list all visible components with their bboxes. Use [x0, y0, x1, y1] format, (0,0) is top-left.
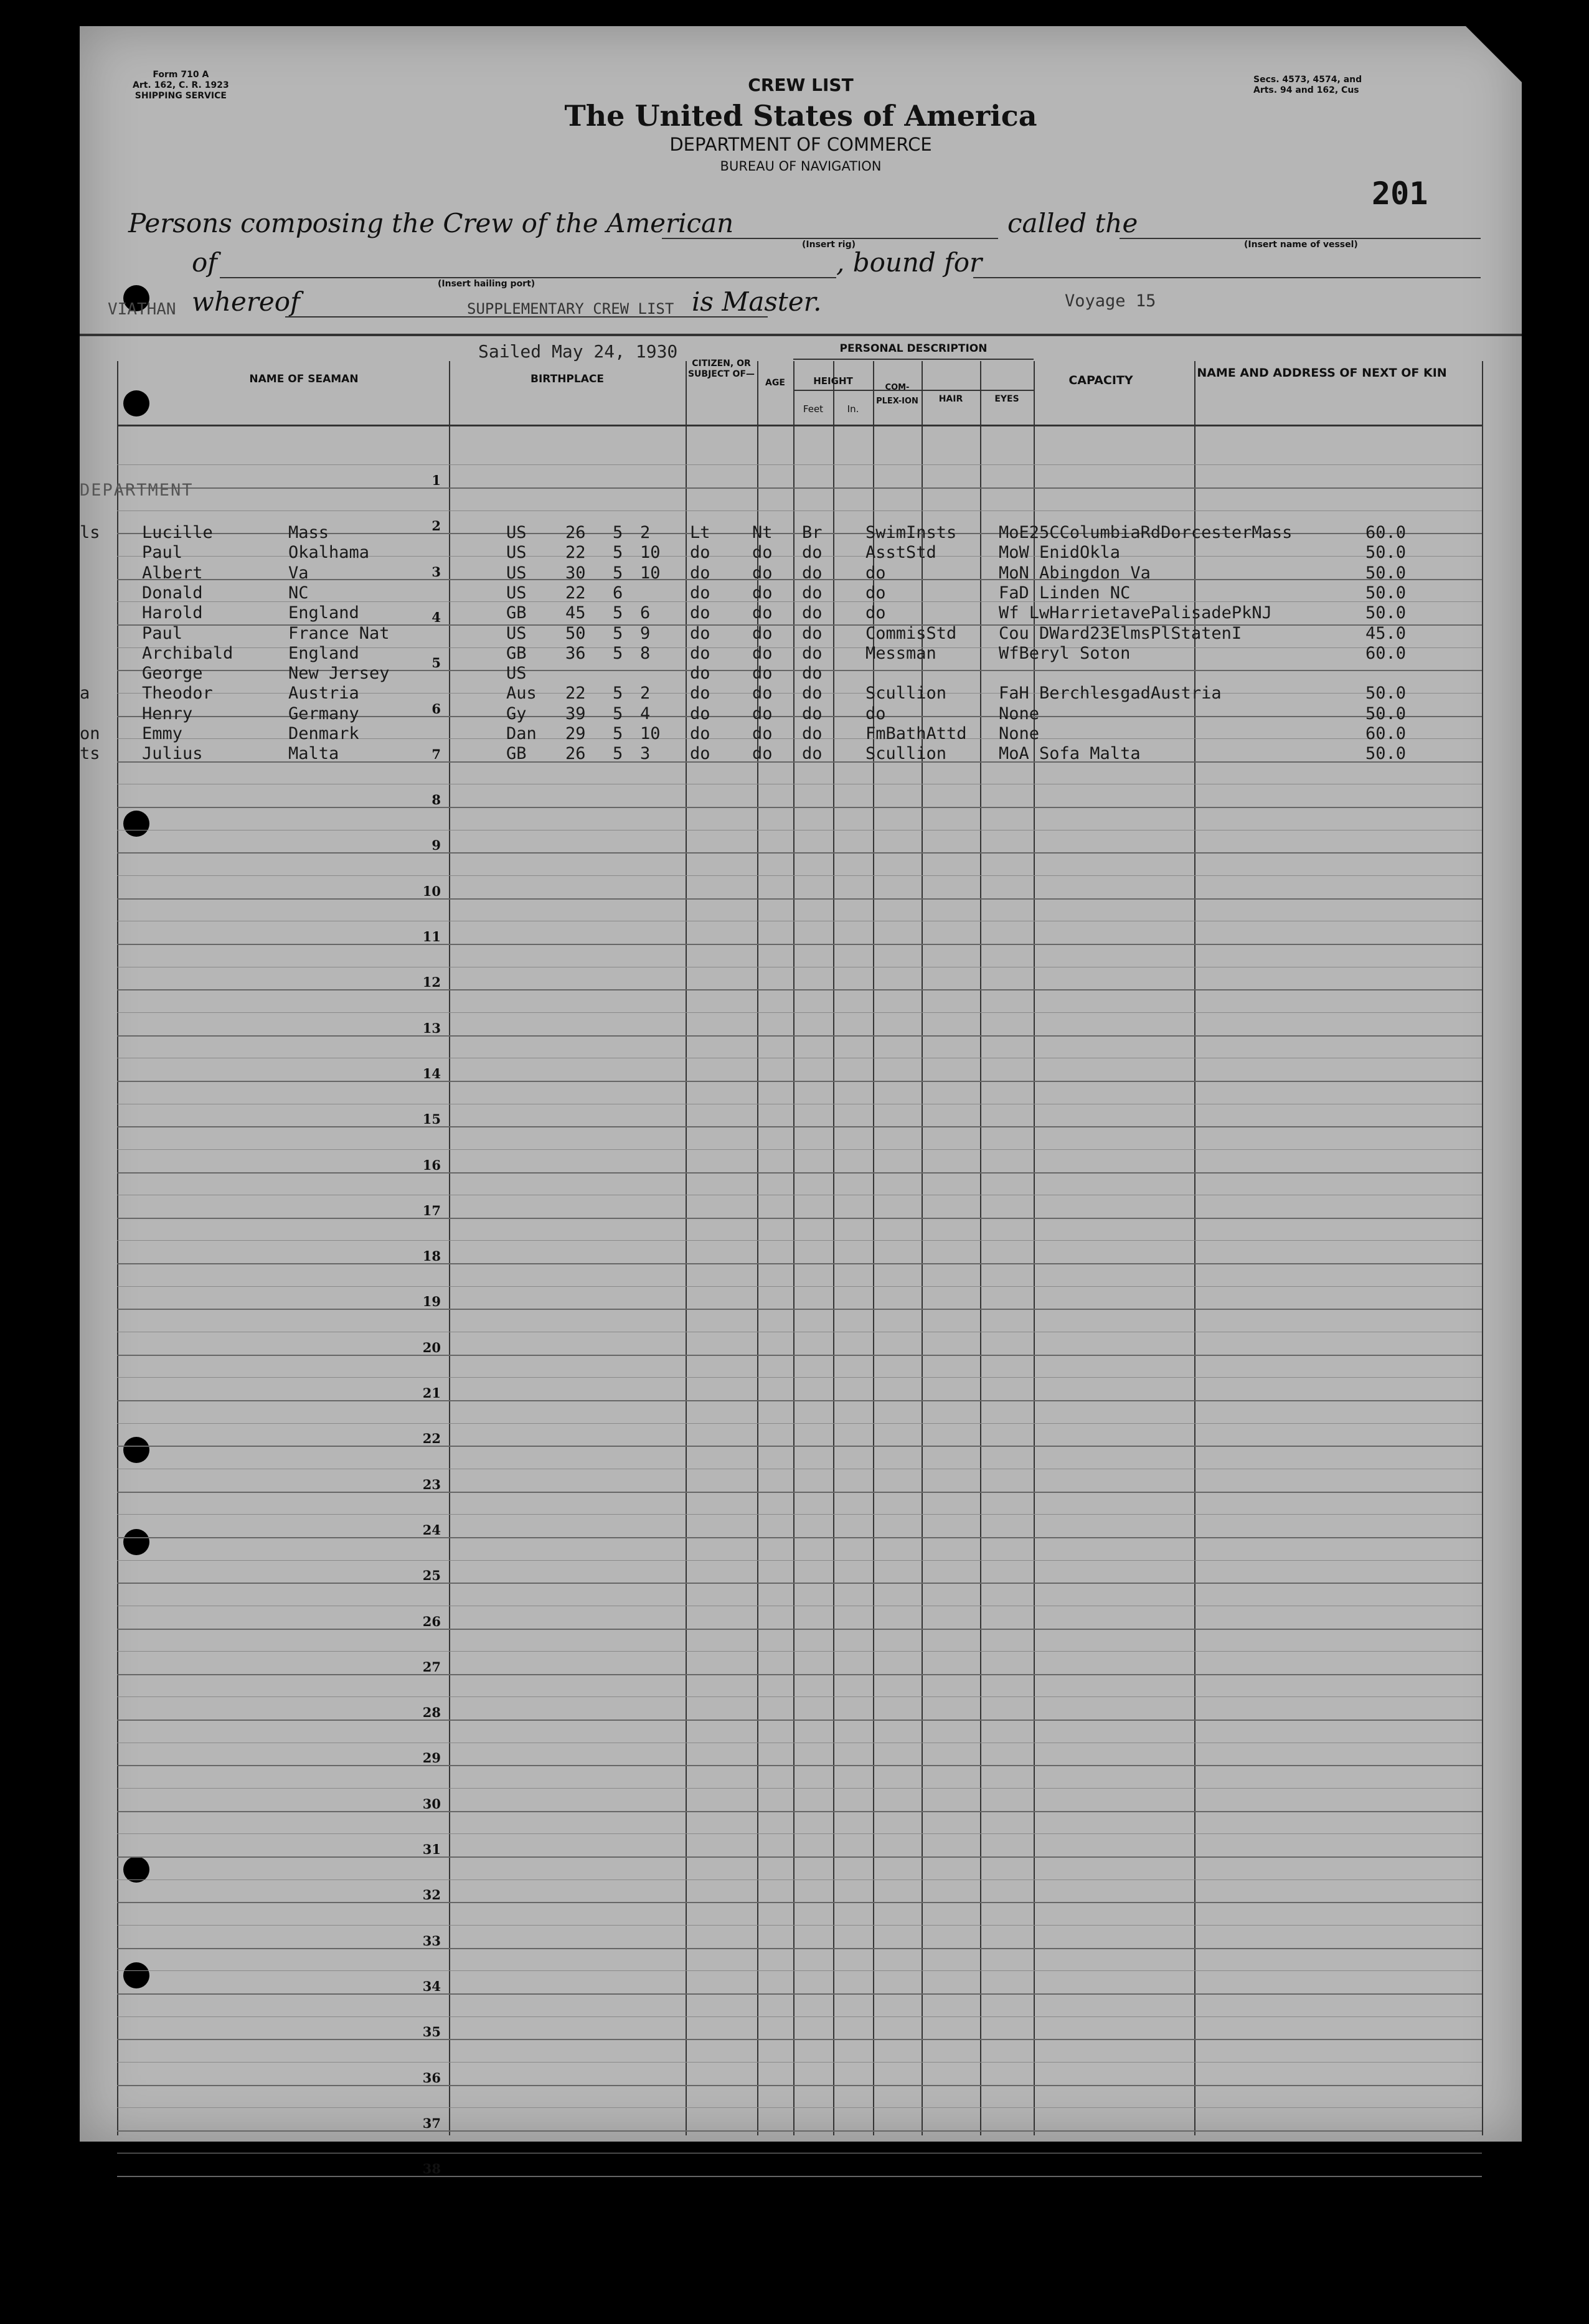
crew-first: Paul [142, 623, 183, 643]
crew-cit: Gy [506, 703, 527, 723]
row-rule [117, 1172, 1482, 1174]
row-rule [117, 1856, 1482, 1858]
row-number: 31 [422, 1842, 441, 1857]
crew-hair: do [752, 744, 773, 764]
crew-kin: MoW EnidOkla [999, 543, 1121, 563]
row-number: 37 [422, 2115, 441, 2131]
crew-wage: 50.0 [1365, 603, 1407, 623]
crew-capacity: FmBathAttd [865, 724, 967, 743]
crew-cit: US [506, 563, 527, 583]
folded-corner [1466, 26, 1522, 82]
of-label: of [192, 247, 217, 278]
row-number: 28 [422, 1705, 441, 1721]
vessel-blank[interactable] [1120, 238, 1481, 239]
crew-in: 9 [640, 623, 651, 643]
row-rule [117, 1309, 1482, 1310]
row-rule [117, 807, 1482, 808]
crew-first: Henry [142, 703, 193, 723]
crew-eyes: do [802, 684, 823, 703]
column-rule [833, 361, 834, 2135]
row-number: 30 [422, 1795, 441, 1812]
crew-in: 6 [640, 603, 651, 623]
crew-cit: US [506, 543, 527, 563]
department-title: DEPARTMENT OF COMMERCE [669, 134, 932, 155]
row-number: 1 [431, 473, 441, 488]
row-half-rule [117, 1833, 1482, 1834]
master-name: SUPPLEMENTARY CREW LIST [467, 300, 674, 318]
crew-wage: 50.0 [1365, 583, 1407, 603]
crew-in: 2 [640, 523, 651, 542]
col-hair: HAIR [938, 394, 963, 404]
crew-ft: 5 [613, 623, 623, 643]
crew-cit: GB [506, 643, 527, 663]
crew-age: 39 [565, 703, 586, 723]
header-rule [793, 390, 873, 391]
row-half-rule [117, 1423, 1482, 1424]
crew-cit: US [506, 583, 527, 603]
row-rule [117, 1400, 1482, 1401]
crew-birth: England [288, 603, 359, 623]
crew-first: Emmy [142, 724, 183, 743]
crew-eyes: Br [802, 523, 823, 542]
page-number: 201 [1372, 176, 1428, 212]
column-rule [1482, 361, 1483, 2135]
row-number: 3 [431, 563, 441, 580]
row-rule [117, 1902, 1482, 1903]
row-half-rule [117, 2062, 1482, 2063]
voyage-number: 15 [1135, 291, 1156, 311]
row-rule [117, 487, 1482, 489]
crew-first: Paul [142, 543, 183, 563]
crew-margin: a [80, 684, 90, 703]
crew-ft: 5 [613, 563, 623, 583]
row-rule [117, 1674, 1482, 1675]
row-number: 2 [431, 518, 441, 534]
row-rule [117, 898, 1482, 900]
crew-comp: Lt [690, 523, 710, 542]
crew-ft: 5 [613, 744, 623, 764]
row-half-rule [117, 1560, 1482, 1561]
crew-list-heading: CREW LIST [748, 75, 854, 95]
crew-comp: do [690, 603, 710, 623]
crew-eyes: do [802, 744, 823, 764]
nation-title: The United States of America [564, 99, 1037, 133]
crew-first: George [142, 664, 203, 684]
row-number: 6 [431, 700, 441, 717]
sailed-date: Sailed May 24, 1930 [478, 341, 678, 362]
row-number: 9 [431, 837, 441, 854]
title-block [80, 75, 1522, 174]
crew-capacity: do [865, 603, 886, 623]
row-rule [117, 1993, 1482, 1995]
crew-wage: 45.0 [1365, 623, 1407, 643]
crew-cit: Aus [506, 684, 537, 703]
crew-eyes: do [802, 703, 823, 723]
crew-hair: do [752, 603, 773, 623]
whereof-label: whereof [192, 286, 300, 317]
crew-in: 10 [640, 724, 661, 743]
crew-eyes: do [802, 543, 823, 563]
port-hint: (Insert hailing port) [438, 279, 535, 289]
vessel-hint: (Insert name of vessel) [1244, 240, 1358, 250]
crew-first: Donald [142, 583, 203, 603]
row-half-rule [117, 1514, 1482, 1515]
crew-kin: None [999, 724, 1040, 743]
row-number: 8 [431, 792, 441, 808]
row-rule [117, 2085, 1482, 2086]
row-number: 32 [422, 1887, 441, 1903]
column-rule [449, 361, 450, 2135]
crew-eyes: do [802, 643, 823, 663]
row-number: 14 [422, 1065, 441, 1081]
bound-label: , bound for [836, 247, 983, 278]
articles-line: Arts. 94 and 162, Cus [1253, 85, 1359, 95]
crew-comp: do [690, 543, 710, 563]
row-number: 19 [422, 1294, 441, 1310]
row-number: 10 [422, 883, 441, 899]
crew-age: 22 [565, 684, 586, 703]
crew-kin: FaD Linden NC [999, 583, 1131, 603]
crew-list-sheet [80, 26, 1522, 2177]
crew-ft: 5 [613, 643, 623, 663]
called-label: called the [1007, 208, 1138, 238]
row-rule [117, 1811, 1482, 1812]
row-number: 24 [422, 1522, 441, 1538]
crew-age: 50 [565, 623, 586, 643]
crew-margin: ls [80, 523, 100, 542]
col-citizen: CITIZEN, OR SUBJECT OF— [687, 359, 755, 379]
header-rule [793, 359, 1034, 360]
crew-age: 30 [565, 563, 586, 583]
row-number: 29 [422, 1750, 441, 1766]
crew-capacity: Messman [865, 643, 936, 663]
crew-in: 3 [640, 744, 651, 764]
crew-age: 29 [565, 724, 586, 743]
crew-first: Theodor [142, 684, 213, 703]
col-personal-description: PERSONAL DESCRIPTION [839, 342, 988, 355]
row-number: 34 [422, 1978, 441, 1994]
crew-hair: do [752, 703, 773, 723]
crew-in: 8 [640, 643, 651, 663]
row-half-rule [117, 601, 1482, 602]
persons-label: Persons composing the Crew of the American [128, 208, 734, 238]
crew-hair: Nt [752, 523, 773, 542]
crew-cit: GB [506, 603, 527, 623]
row-half-rule [117, 1377, 1482, 1378]
row-rule [117, 2176, 1482, 2177]
crew-hair: do [752, 563, 773, 583]
row-rule [117, 1081, 1482, 1082]
crew-capacity: Scullion [865, 744, 947, 764]
crew-eyes: do [802, 623, 823, 643]
crew-ft: 6 [613, 583, 623, 603]
crew-hair: do [752, 623, 773, 643]
row-number: 38 [422, 2161, 441, 2177]
column-rule [793, 361, 794, 2135]
col-complexion: COM-PLEX-ION [876, 383, 918, 406]
crew-eyes: do [802, 603, 823, 623]
crew-age: 26 [565, 523, 586, 542]
punch-hole [123, 1437, 149, 1463]
punch-hole [123, 811, 149, 837]
row-half-rule [117, 1696, 1482, 1697]
crew-wage: 50.0 [1365, 684, 1407, 703]
crew-comp: do [690, 623, 710, 643]
crew-hair: do [752, 684, 773, 703]
row-rule [117, 852, 1482, 854]
crew-kin: Wf LwHarrietavePalisadePkNJ [999, 603, 1272, 623]
row-number: 25 [422, 1568, 441, 1584]
form-service: SHIPPING SERVICE [134, 91, 227, 101]
crew-hair: do [752, 543, 773, 563]
row-number: 36 [422, 2069, 441, 2086]
crew-hair: do [752, 664, 773, 684]
crew-birth: Mass [288, 523, 329, 542]
row-half-rule [117, 1788, 1482, 1789]
crew-margin: ts [80, 744, 100, 764]
crew-comp: do [690, 664, 710, 684]
department-label: DEPARTMENT [80, 481, 194, 500]
crew-first: Archibald [142, 643, 233, 663]
crew-birth: New Jersey [288, 664, 390, 684]
col-next-of-kin: NAME AND ADDRESS OF NEXT OF KIN [1197, 366, 1447, 380]
crew-age: 22 [565, 583, 586, 603]
row-rule [117, 1446, 1482, 1447]
row-number: 15 [422, 1111, 441, 1127]
crew-wage: 50.0 [1365, 543, 1407, 563]
crew-comp: do [690, 684, 710, 703]
row-half-rule [117, 1240, 1482, 1241]
punch-hole [123, 1962, 149, 1988]
crew-in: 10 [640, 543, 661, 563]
port-blank[interactable] [220, 277, 836, 278]
crew-kin: MoE25CColumbiaRdDorcesterMass [999, 523, 1293, 542]
col-capacity: CAPACITY [1068, 374, 1133, 387]
row-rule [117, 579, 1482, 580]
row-number: 12 [422, 974, 441, 990]
row-half-rule [117, 1286, 1482, 1287]
crew-kin: MoN Abingdon Va [999, 563, 1151, 583]
row-rule [117, 2039, 1482, 2040]
crew-comp: do [690, 583, 710, 603]
row-half-rule [117, 1970, 1482, 1971]
crew-birth: Okalhama [288, 543, 370, 563]
crew-capacity: do [865, 563, 886, 583]
crew-kin: FaH BerchlesgadAustria [999, 684, 1222, 703]
crew-capacity: do [865, 583, 886, 603]
row-number: 4 [431, 609, 441, 625]
crew-ft: 5 [613, 543, 623, 563]
crew-birth: France Nat [288, 623, 390, 643]
row-number: 33 [422, 1932, 441, 1949]
row-number: 17 [422, 1202, 441, 1218]
crew-ft: 5 [613, 684, 623, 703]
crew-cit: GB [506, 744, 527, 764]
crew-birth: Malta [288, 744, 339, 764]
row-rule [117, 989, 1482, 990]
form-article: Art. 162, C. R. 1923 [133, 80, 229, 90]
crew-kin: Cou DWard23ElmsPlStatenI [999, 623, 1242, 643]
row-rule [117, 944, 1482, 945]
crew-birth: Austria [288, 684, 359, 703]
crew-birth: Germany [288, 703, 359, 723]
crew-wage: 60.0 [1365, 724, 1407, 743]
row-number: 27 [422, 1658, 441, 1675]
master-label: is Master. [692, 286, 822, 317]
crew-ft: 5 [613, 724, 623, 743]
crew-capacity: CommisStd [865, 623, 957, 643]
crew-birth: Denmark [288, 724, 359, 743]
form-number: Form 710 A [153, 70, 209, 80]
crew-age: 45 [565, 603, 586, 623]
row-half-rule [117, 2016, 1482, 2017]
row-rule [117, 1948, 1482, 1949]
punch-hole [123, 1529, 149, 1555]
row-number: 21 [422, 1385, 441, 1401]
crew-in: 10 [640, 563, 661, 583]
row-number: 11 [422, 929, 441, 944]
column-rule [117, 361, 118, 2135]
row-half-rule [117, 1925, 1482, 1926]
crew-capacity: SwimInsts [865, 523, 957, 542]
crew-in: 2 [640, 684, 651, 703]
crew-first: Harold [142, 603, 203, 623]
row-number: 16 [422, 1157, 441, 1173]
crew-comp: do [690, 643, 710, 663]
voyage-label: Voyage 15 [1065, 291, 1156, 311]
row-number: 23 [422, 1476, 441, 1492]
crew-comp: do [690, 563, 710, 583]
crew-margin: on [80, 724, 100, 743]
crew-eyes: do [802, 583, 823, 603]
crew-kin: WfBeryl Soton [999, 643, 1131, 663]
crew-birth: NC [288, 583, 309, 603]
crew-comp: do [690, 744, 710, 764]
row-half-rule [117, 1012, 1482, 1013]
row-rule [117, 1765, 1482, 1766]
col-inches: In. [847, 403, 859, 415]
crew-birth: Va [288, 563, 309, 583]
crew-comp: do [690, 724, 710, 743]
crew-hair: do [752, 583, 773, 603]
destination-blank[interactable] [973, 277, 1481, 278]
row-half-rule [117, 1879, 1482, 1880]
row-rule [117, 1719, 1482, 1721]
row-number: 7 [431, 746, 441, 762]
crew-first: Julius [142, 744, 203, 764]
crew-kin: None [999, 703, 1040, 723]
crew-capacity: Scullion [865, 684, 947, 703]
row-half-rule [117, 510, 1482, 511]
column-rule [686, 361, 687, 2135]
crew-cit: US [506, 623, 527, 643]
crew-ft: 5 [613, 703, 623, 723]
column-rule [980, 361, 981, 2135]
col-name: NAME OF SEAMAN [249, 373, 359, 385]
row-rule [117, 1537, 1482, 1538]
bureau-title: BUREAU OF NAVIGATION [720, 159, 882, 174]
crew-eyes: do [802, 724, 823, 743]
header-bottom-rule [117, 425, 1482, 426]
punch-hole [123, 390, 149, 416]
row-rule [117, 1035, 1482, 1037]
crew-age: 26 [565, 744, 586, 764]
row-half-rule [117, 464, 1482, 465]
crew-cit: US [506, 523, 527, 542]
crew-cit: Dan [506, 724, 537, 743]
crew-kin: MoA Sofa Malta [999, 744, 1141, 764]
col-height: HEIGHT [813, 375, 853, 387]
col-birthplace: BIRTHPLACE [530, 373, 604, 385]
crew-wage: 50.0 [1365, 744, 1407, 764]
row-rule [117, 1583, 1482, 1584]
row-rule [117, 2130, 1482, 2132]
crew-hair: do [752, 724, 773, 743]
crew-comp: do [690, 703, 710, 723]
row-half-rule [117, 2107, 1482, 2108]
row-rule [117, 1218, 1482, 1219]
row-half-rule [117, 875, 1482, 876]
rig-blank[interactable] [662, 238, 998, 239]
vessel-name-fragment: VIATHAN [108, 300, 176, 319]
table-top-rule [80, 334, 1522, 336]
crew-hair: do [752, 643, 773, 663]
crew-eyes: do [802, 664, 823, 684]
crew-capacity: do [865, 703, 886, 723]
crew-cit: US [506, 664, 527, 684]
row-number: 35 [422, 2024, 441, 2040]
crew-first: Lucille [142, 523, 213, 542]
crew-wage: 50.0 [1365, 703, 1407, 723]
row-number: 18 [422, 1248, 441, 1264]
crew-age: 36 [565, 643, 586, 663]
row-half-rule [117, 1651, 1482, 1652]
row-number: 13 [422, 1020, 441, 1036]
crew-eyes: do [802, 563, 823, 583]
row-half-rule [117, 1149, 1482, 1150]
sections-line: Secs. 4573, 4574, and [1253, 75, 1362, 85]
crew-first: Albert [142, 563, 203, 583]
crew-wage: 60.0 [1365, 523, 1407, 542]
crew-age: 22 [565, 543, 586, 563]
col-feet: Feet [803, 403, 824, 415]
crew-wage: 50.0 [1365, 563, 1407, 583]
crew-birth: England [288, 643, 359, 663]
row-number: 5 [431, 655, 441, 671]
col-eyes: EYES [994, 394, 1019, 404]
crew-in: 4 [640, 703, 651, 723]
row-number: 20 [422, 1339, 441, 1355]
crew-capacity: AsstStd [865, 543, 936, 563]
row-rule [117, 1126, 1482, 1127]
row-rule [117, 1629, 1482, 1630]
row-number: 26 [422, 1613, 441, 1629]
rig-hint: (Insert rig) [802, 240, 856, 250]
row-number: 22 [422, 1431, 441, 1447]
crew-ft: 5 [613, 523, 623, 542]
row-rule [117, 1355, 1482, 1356]
crew-wage: 60.0 [1365, 643, 1407, 663]
crew-ft: 5 [613, 603, 623, 623]
col-age: AGE [765, 378, 785, 388]
row-rule [117, 1263, 1482, 1264]
row-rule [117, 1492, 1482, 1493]
